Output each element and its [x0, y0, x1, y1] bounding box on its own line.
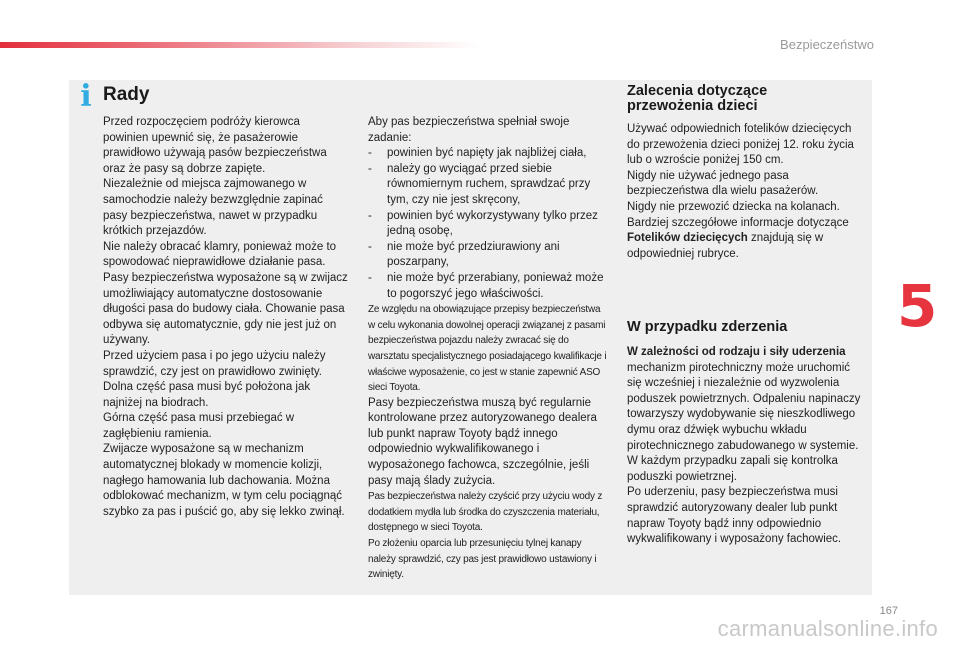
small-note: Po złożeniu oparcia lub przesunięciu tylnej kanapy należy sprawdzić, czy pas jest prawidłowo ustawiony i zwinięty.: [368, 538, 597, 581]
paragraph: Przed rozpoczęciem podróży kierowca powinien upewnić się, że pasażerowie prawidłowo używają pasów bezpieczeństwa oraz że pasy są dobrze zapięte.: [103, 116, 327, 175]
paragraph: Górna część pasa musi przebiegać w zagłębieniu ramienia.: [103, 412, 295, 440]
paragraph: Po uderzeniu, pasy bezpieczeństwa musi sprawdzić autoryzowany dealer lub punkt napraw Toyoty bądź inny odpowiednio wykwalifikowany i wyposażony fachowiec.: [627, 486, 842, 546]
paragraph: Pasy bezpieczeństwa wyposażone są w zwijacz umożliwiający automatyczne dostosowanie długości pasa do budowy ciała. Chowanie pasa odbywa się automatycznie, gdy nie jest już on używany.: [103, 271, 348, 347]
tips-title: Rady: [103, 84, 150, 105]
list-item: - nie może być przedziurawiony ani poszarpany,: [368, 240, 608, 271]
watermark: carmanualsonline.info: [717, 616, 938, 641]
paragraph: Aby pas bezpieczeństwa spełniał swoje zadanie:: [368, 116, 570, 144]
children-text: [627, 122, 862, 262]
paragraph: W zależności od rodzaju i siły uderzenia mechanizm pirotechniczny może uruchomić się wcześniej i niezależnie od wyzwolenia poduszek powietrznych. Odpaleniu napinaczy towarzyszy wydobywanie się nieszkodliwego dymu oraz dźwięk wybuchu wkładu pirotechnicznego zabudowanego w systemie.: [627, 346, 861, 452]
list-marker: -: [368, 147, 372, 160]
list-item: - nie może być przerabiany, ponieważ może to pogorszyć jego właściwości.: [368, 271, 608, 302]
section-title: Bezpieczeństwo: [780, 37, 874, 52]
small-note: Ze względu na obowiązujące przepisy bezpieczeństwa w celu wykonania dowolnej operacji związanej z pasami bezpieczeństwa pojazdu należy zwracać się do warsztatu specjalistycznego posiadającego kwalifikacje i właściwe wyposażenie, co jest w stanie zapewnić ASO sieci Toyota.: [368, 304, 607, 394]
tips-column-1: [103, 115, 348, 520]
list-marker: -: [368, 209, 372, 222]
list-marker: -: [368, 271, 372, 284]
paragraph: Zwijacze wyposażone są w mechanizm automatycznej blokady w momencie kolizji, nagłego hamowania lub dachowania. Można odblokować mechanizm, w tym celu pociągnąć szybko za pas i puścić go, aby się lekko zwinął.: [103, 443, 345, 518]
paragraph: Przed użyciem pasa i po jego użyciu należy sprawdzić, czy jest on prawidłowo zwinięty.: [103, 349, 326, 378]
paragraph: Bardziej szczegółowe informacje dotyczące Fotelików dziecięcych znajdują się w odpowiedniej rubryce.: [627, 216, 849, 260]
paragraph: Nigdy nie przewozić dziecka na kolanach.: [627, 200, 840, 213]
list-item: - należy go wyciągać przed siebie równomiernym ruchem, sprawdzać przy tym, czy nie jest skręcony,: [368, 162, 608, 209]
collision-heading: W przypadku zderzenia: [627, 319, 788, 335]
paragraph: Używać odpowiednich fotelików dziecięcych do przewożenia dzieci poniżej 12. roku życia lub o wzroście poniżej 150 cm.: [627, 123, 854, 167]
children-heading: Zalecenia dotyczące przewożenia dzieci: [627, 83, 768, 114]
paragraph: Dolna część pasa musi być położona jak najniżej na biodrach.: [103, 381, 311, 409]
paragraph: Pasy bezpieczeństwa muszą być regularnie kontrolowane przez autoryzowanego dealera lub punkt napraw Toyoty bądź innego odpowiednio wykwalifikowanego i wyposażonego fachowca, szczególnie, jeśli pasy mają ślady zużycia.: [368, 396, 597, 487]
list-item: - powinien być napięty jak najbliżej ciała,: [368, 146, 608, 162]
paragraph: W każdym przypadku zapali się kontrolka poduszki powietrznej.: [627, 455, 838, 483]
page-number: 167: [879, 605, 898, 617]
collision-text: [627, 345, 862, 548]
header-accent-bar: [0, 42, 480, 48]
child-seats-reference: Fotelików dziecięcych: [627, 232, 748, 245]
list-item: - powinien być wykorzystywany tylko przez jedną osobę,: [368, 209, 608, 240]
list-marker: -: [368, 162, 372, 175]
chapter-number: 5: [897, 272, 938, 340]
paragraph: Niezależnie od miejsca zajmowanego w samochodzie należy bezwzględnie zapinać pasy bezpieczeństwa, nawet w przypadku krótkich przejazdów.: [103, 178, 323, 238]
paragraph: Nie należy obracać klamry, ponieważ może to spowodować nieprawidłowe działanie pasa.: [103, 240, 337, 269]
tips-column-2: [368, 115, 608, 583]
paragraph: Nigdy nie używać jednego pasa bezpieczeństwa dla wielu pasażerów.: [627, 169, 819, 198]
list-marker: -: [368, 240, 372, 253]
info-icon: i: [80, 79, 92, 114]
small-note: Pas bezpieczeństwa należy czyścić przy użyciu wody z dodatkiem mydła lub środka do czyszczenia materiału, dostępnego w sieci Toyota.: [368, 491, 603, 534]
